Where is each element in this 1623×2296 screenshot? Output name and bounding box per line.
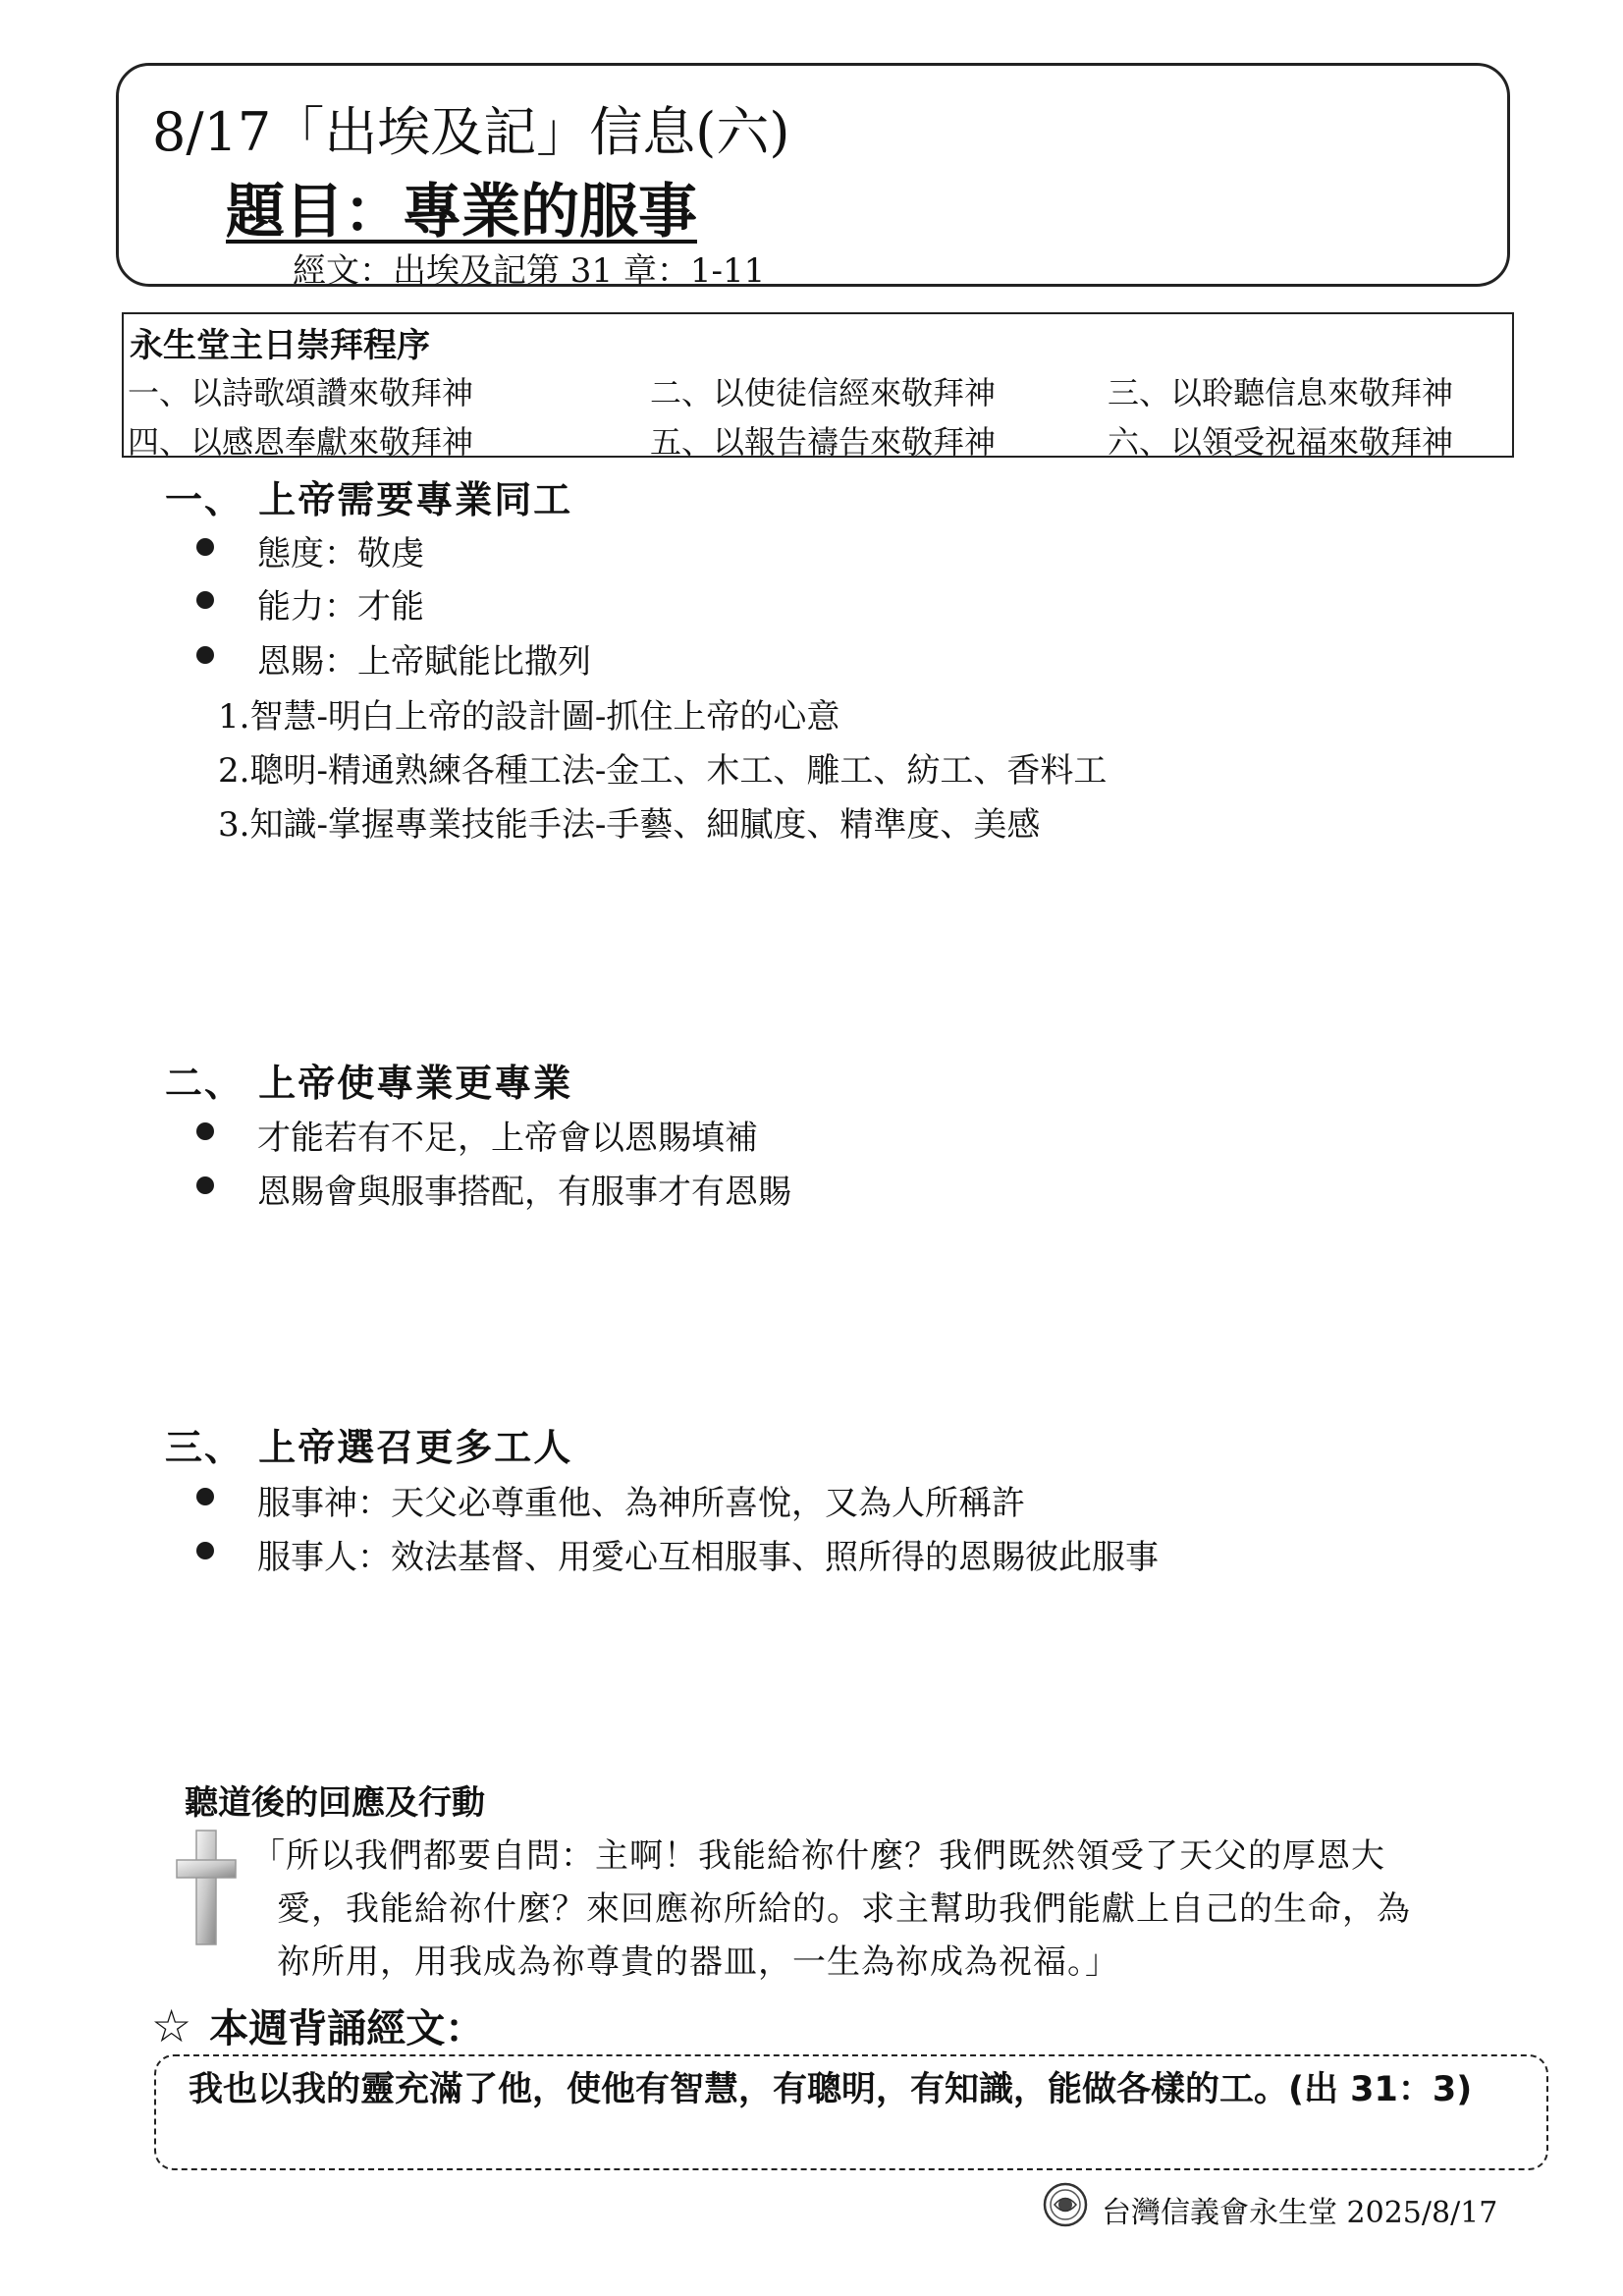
footer-church-date: 台灣信義會永生堂 2025/8/17 — [1102, 2196, 1498, 2230]
numbered-item: 3.知識-掌握專業技能手法-手藝、細膩度、精準度、美感 — [218, 805, 1041, 845]
numbered-item: 2.聰明-精通熟練各種工法-金工、木工、雕工、紡工、香料工 — [218, 751, 1108, 791]
response-heading: 聽道後的回應及行動 — [185, 1783, 485, 1823]
bullet-item: 恩賜會與服事搭配，有服事才有恩賜 — [257, 1173, 791, 1212]
bullet-dot — [196, 1488, 214, 1505]
memory-verse-heading-label: 本週背誦經文： — [209, 2006, 485, 2051]
memory-verse-text: 我也以我的靈充滿了他，使他有智慧，有聰明，有知識，能做各樣的工。(出 31：3) — [189, 2070, 1473, 2109]
response-text-line: 祢所用，用我成為祢尊貴的器皿，一生為祢成為祝福。」 — [277, 1942, 1119, 1982]
worship-order-item: 三、以聆聽信息來敬拜神 — [1108, 374, 1454, 411]
numbered-item: 1.智慧-明白上帝的設計圖-抓住上帝的心意 — [218, 697, 840, 737]
star-icon: ☆ — [151, 1999, 192, 2052]
sermon-title: 題目：專業的服事 — [226, 178, 697, 246]
scripture-reference: 經文：出埃及記第 31 章：1-11 — [293, 251, 766, 291]
bullet-item: 恩賜：上帝賦能比撒列 — [257, 642, 591, 682]
bullet-dot — [196, 1176, 214, 1194]
bullet-dot — [196, 538, 214, 556]
bullet-item: 能力：才能 — [257, 587, 424, 627]
memory-verse-heading — [151, 1997, 484, 2053]
cross-icon — [173, 1827, 240, 1948]
bullet-dot — [196, 646, 214, 664]
bullet-item: 服事人：效法基督、用愛心互相服事、照所得的恩賜彼此服事 — [257, 1538, 1159, 1577]
bullet-dot — [196, 1542, 214, 1559]
section-heading-1: 一、 上帝需要專業同工 — [165, 478, 573, 521]
worship-order-item: 四、以感恩奉獻來敬拜神 — [128, 423, 474, 461]
bullet-dot — [196, 591, 214, 609]
bullet-item: 服事神：天父必尊重他、為神所喜悅，又為人所稱許 — [257, 1484, 1025, 1523]
bullet-dot — [196, 1122, 214, 1140]
worship-order-heading: 永生堂主日崇拜程序 — [130, 326, 430, 365]
worship-order-item: 二、以使徒信經來敬拜神 — [650, 374, 997, 411]
response-text-line: 「所以我們都要自問：主啊！我能給祢什麼？我們既然領受了天父的厚恩大 — [251, 1836, 1385, 1876]
bullet-item: 才能若有不足，上帝會以恩賜填補 — [257, 1119, 758, 1158]
church-seal-icon — [1043, 2182, 1088, 2227]
worship-order-item: 五、以報告禱告來敬拜神 — [650, 423, 997, 461]
worship-order-item: 一、以詩歌頌讚來敬拜神 — [128, 374, 474, 411]
sermon-series-title: 8/17「出埃及記」信息(六) — [152, 101, 790, 163]
bullet-item: 態度：敬虔 — [257, 534, 424, 574]
section-heading-2: 二、 上帝使專業更專業 — [165, 1062, 573, 1105]
section-heading-3: 三、 上帝選召更多工人 — [165, 1426, 573, 1469]
worship-order-item: 六、以領受祝福來敬拜神 — [1108, 423, 1454, 461]
response-text-line: 愛，我能給祢什麼？來回應祢所給的。求主幫助我們能獻上自己的生命，為 — [277, 1889, 1411, 1929]
